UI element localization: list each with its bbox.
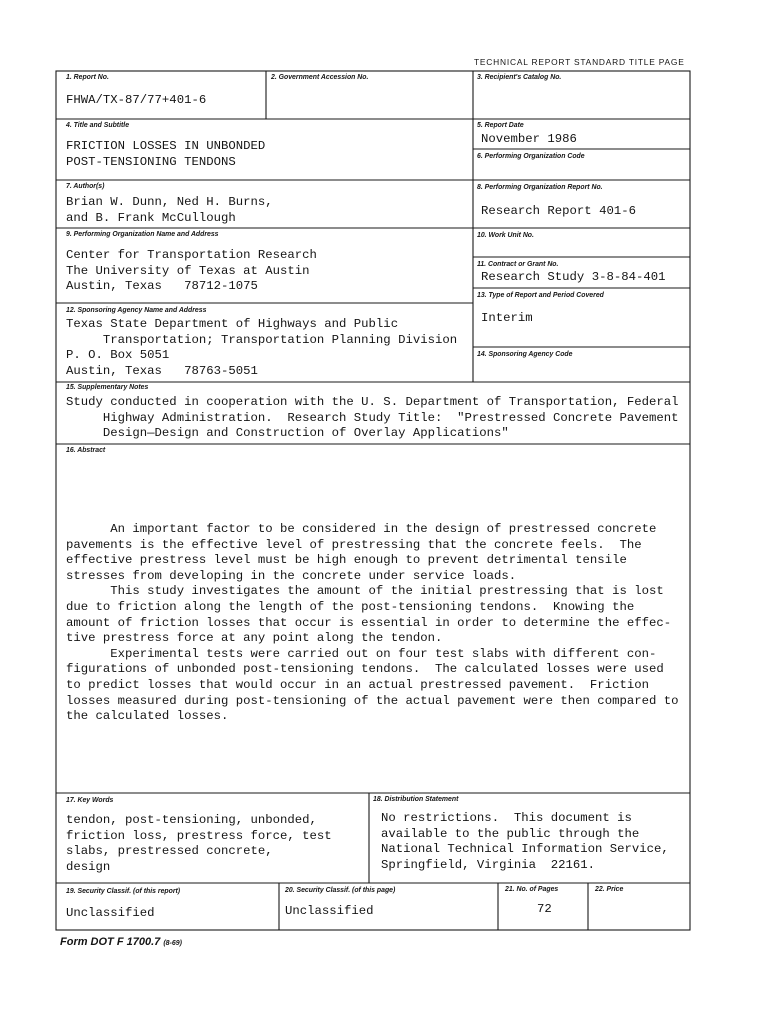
key-words-label: 17. Key Words [66,797,114,804]
performing-org-label: 9. Performing Organization Name and Address [66,231,219,238]
sponsoring-agency-value: Texas State Department of Highways and Public Transportation; Transportation Planning Division P. O. Box 5051 Austin, Texas 78763-5051 [66,317,458,378]
form-id [60,936,182,948]
government-accession-label: 2. Government Accession No. [271,74,369,81]
abstract-text: An important factor to be considered in the design of prestressed concrete pavements is the effective level of prestressing that the concrete feels. The effective prestress level must be high enough to prevent detrimental tensile stresses from developing in the concrete under service loads. This study investigates the amount of the initial prestressing that is lost due to friction along the length of the post-tensioning tendons. Knowing the amount of friction losses that occur is essential in order to determine the effec- tive prestress force at any point along the tendon. Experimental tests were carried out on four test slabs with different con- figurations of unbonded post-tensioning tendons. The calculated losses were used to predict losses that would occur in an actual prestressed pavement. Friction losses measured during post-tensioning of the actual pavement were then compared to the calculated losses. [66,522,679,724]
contract-grant-value: Research Study 3-8-84-401 [481,270,666,284]
title-value: FRICTION LOSSES IN UNBONDED POST-TENSIONING TENDONS [66,139,266,169]
contract-grant-label: 11. Contract or Grant No. [477,261,559,268]
security-report-value: Unclassified [66,906,155,920]
security-report-label: 19. Security Classif. (of this report) [66,888,181,895]
price-label: 22. Price [595,886,624,893]
authors-value: Brian W. Dunn, Ned H. Burns, and B. Frank McCullough [66,195,273,225]
performing-org-report-label: 8. Performing Organization Report No. [477,184,603,191]
report-type-label: 13. Type of Report and Period Covered [477,292,604,299]
supplementary-notes-label: 15. Supplementary Notes [66,384,149,391]
authors-label: 7. Author(s) [66,183,105,190]
abstract-label: 16. Abstract [66,447,106,454]
form-id-rev: (8-69) [163,940,183,947]
report-date-label: 5. Report Date [477,122,524,129]
page-header: TECHNICAL REPORT STANDARD TITLE PAGE [474,57,685,67]
title-label: 4. Title and Subtitle [66,122,130,129]
report-type-value: Interim [481,311,533,325]
performing-org-code-label: 6. Performing Organization Code [477,153,585,160]
report-no-label: 1. Report No. [66,74,109,81]
form-id-main: Form DOT F 1700.7 [60,936,161,948]
work-unit-label: 10. Work Unit No. [477,232,534,239]
num-pages-label: 21. No. of Pages [505,886,559,893]
supplementary-notes-value: Study conducted in cooperation with the U. S. Department of Transportation, Federal Highway Administration. Research Study Title: "Prestressed Concrete Pavement Design—Design and Construction of Overlay Applications" [66,395,679,441]
performing-org-report-value: Research Report 401-6 [481,204,636,218]
report-no-value: FHWA/TX-87/77+401-6 [66,93,207,107]
distribution-value: No restrictions. This document is available to the public through the National Technical Information Service, Springfield, Virginia 22161. [381,811,669,872]
sponsoring-agency-code-label: 14. Sponsoring Agency Code [477,351,573,358]
num-pages-value: 72 [537,902,552,916]
distribution-label: 18. Distribution Statement [373,796,459,803]
report-date-value: November 1986 [481,132,577,146]
security-page-value: Unclassified [285,904,374,918]
recipient-catalog-label: 3. Recipient's Catalog No. [477,74,562,81]
key-words-value: tendon, post-tensioning, unbonded, friction loss, prestress force, test slabs, prestressed concrete, design [66,813,332,874]
security-page-label: 20. Security Classif. (of this page) [285,887,396,894]
performing-org-value: Center for Transportation Research The University of Texas at Austin Austin, Texas 78712-1075 [66,248,317,294]
sponsoring-agency-label: 12. Sponsoring Agency Name and Address [66,307,207,314]
